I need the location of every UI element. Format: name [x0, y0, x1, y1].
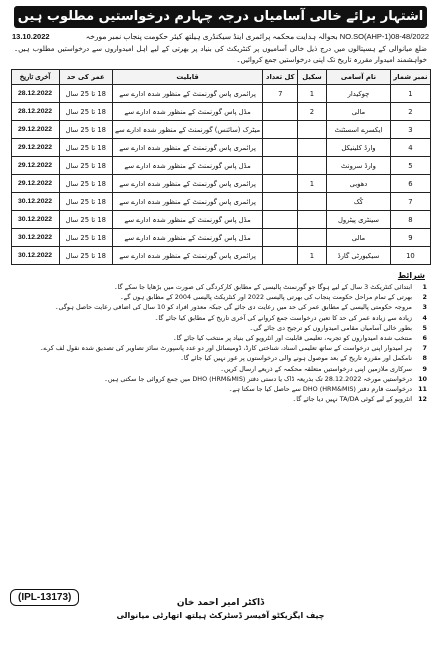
intro-paragraph: ضلع میانوالی کے ہسپتالوں میں درج ذیل خالی آسامیوں پر کنٹریکٹ کی بنیاد پر بھرتی کے لیے اہل امیدواروں سے درخواستیں مطلوب ہیں۔ خواہشمند امیدوار مقررہ تاریخ تک اپنی درخواستیں جمع کروائیں۔	[14, 45, 427, 64]
condition-text: منتخب شدہ امیدواروں کو تجربہ، تعلیمی قابلیت اور انٹرویو کی بنیاد پر منتخب کیا جائے گا۔	[172, 334, 412, 343]
reference-date: 13.10.2022	[12, 32, 50, 41]
cell-last-date: 29.12.2022	[11, 121, 59, 139]
cell-sr: 10	[391, 247, 430, 265]
condition-text: ابتدائی کنٹریکٹ 3 سال کے لیے ہوگا جو گورنمنٹ پالیسی کے مطابق کارکردگی کی صورت میں بڑھایا جا سکے گا۔	[113, 283, 412, 291]
cell-post: سینٹری پیٹرول	[326, 211, 391, 229]
col-header-count: کل تعداد	[263, 70, 298, 85]
table-row	[11, 193, 430, 211]
cell-last-date: 28.12.2022	[11, 85, 59, 103]
cell-age: 18 تا 25 سال	[59, 103, 112, 121]
cell-age: 18 تا 25 سال	[59, 121, 112, 139]
list-item	[14, 302, 427, 312]
conditions-list	[14, 282, 427, 404]
cell-last-date: 30.12.2022	[11, 211, 59, 229]
cell-last-date: 30.12.2022	[11, 247, 59, 265]
cell-qualification: میٹرک (سائنس) گورنمنٹ کے منظور شدہ ادارے سے	[112, 121, 262, 139]
cell-age: 18 تا 25 سال	[59, 85, 112, 103]
condition-number: 1	[422, 283, 427, 291]
cell-qualification: مڈل پاس گورنمنٹ کے منظور شدہ ادارے سے	[112, 211, 262, 229]
list-item	[14, 384, 427, 394]
cell-sr: 6	[391, 175, 430, 193]
cell-qualification: مڈل پاس گورنمنٹ کے منظور شدہ ادارے سے	[112, 103, 262, 121]
cell-qualification: پرائمری پاس گورنمنٹ کے منظور شدہ ادارے سے	[112, 193, 262, 211]
cell-count	[263, 103, 298, 121]
cell-post: دھوبی	[326, 175, 391, 193]
cell-post: مالی	[326, 103, 391, 121]
cell-scale: 1	[298, 175, 326, 193]
condition-text: ہر امیدوار اپنی درخواست کے ساتھ تعلیمی اسناد، شناختی کارڈ، ڈومیسائل اور دو عدد پاسپورٹ سائز تصاویر کی تصدیق شدہ نقول لف کرے۔	[39, 344, 412, 353]
condition-text: نامکمل اور مقررہ تاریخ کے بعد موصول ہونے والی درخواستوں پر غور نہیں کیا جائے گا۔	[180, 354, 412, 363]
cell-count	[263, 139, 298, 157]
cell-count	[263, 229, 298, 247]
cell-scale	[298, 229, 326, 247]
condition-number: 12	[418, 395, 427, 404]
col-header-sr: نمبر شمار	[391, 70, 430, 85]
condition-text: سرکاری ملازمین اپنی درخواستیں متعلقہ محکمہ کے ذریعے ارسال کریں۔	[220, 364, 412, 373]
condition-number: 2	[422, 293, 427, 302]
conditions-title: شرائط	[397, 271, 425, 280]
cell-qualification: پرائمری پاس گورنمنٹ کے منظور شدہ ادارے سے	[112, 247, 262, 265]
cell-count	[263, 247, 298, 265]
cell-scale: 1	[298, 85, 326, 103]
cell-scale	[298, 121, 326, 139]
condition-number: 7	[422, 344, 427, 353]
table-row	[11, 229, 430, 247]
condition-number: 4	[422, 313, 427, 322]
cell-sr: 1	[391, 85, 430, 103]
condition-text: بطور خالی آسامیاں مقامی امیدواروں کو ترجیح دی جائے گی۔	[249, 323, 412, 332]
table-row	[11, 139, 430, 157]
list-item	[14, 292, 427, 302]
cell-post: وارڈ کلینیکل	[326, 139, 391, 157]
condition-number: 5	[422, 323, 427, 332]
cell-age: 18 تا 25 سال	[59, 157, 112, 175]
cell-count: 7	[263, 85, 298, 103]
reference-line	[6, 30, 435, 44]
signatory-designation: چیف ایگزیکٹو آفیسر ڈسٹرکٹ ہیلتھ اتھارٹی میانوالی	[116, 611, 325, 620]
cell-post: چوکیدار	[326, 85, 391, 103]
condition-number: 3	[422, 303, 427, 312]
cell-count	[263, 175, 298, 193]
cell-scale	[298, 211, 326, 229]
table-row	[11, 175, 430, 193]
col-header-last-date: آخری تاریخ	[11, 70, 59, 85]
condition-text: مروجہ حکومتی پالیسی کے مطابق عمر کی حد میں رعایت دی جائے گی جبکہ معذور افراد کو 10 سال کی اضافی رعایت حاصل ہوگی۔	[54, 303, 412, 312]
col-header-qualification: قابلیت	[112, 70, 262, 85]
cell-age: 18 تا 25 سال	[59, 193, 112, 211]
cell-scale: 2	[298, 103, 326, 121]
condition-text: انٹرویو کے لیے کوئی TA/DA نہیں دیا جائے گا۔	[292, 395, 412, 404]
condition-number: 10	[418, 374, 427, 383]
condition-text: درخواست فارم دفتر DHO (HRM&MIS) سے حاصل کیا جا سکتا ہے۔	[228, 385, 412, 394]
cell-count	[263, 211, 298, 229]
condition-number: 9	[422, 364, 427, 373]
cell-post: ایکسرے اسسٹنٹ	[326, 121, 391, 139]
condition-text: بھرتی کے تمام مراحل حکومت پنجاب کی بھرتی پالیسی 2022 اور کنٹریکٹ پالیسی 2004 کے مطابق ہوں گے۔	[119, 293, 412, 302]
signatory-name: ڈاکٹر امیر احمد خان	[176, 598, 265, 608]
cell-sr: 7	[391, 193, 430, 211]
vacancies-table	[11, 69, 431, 265]
table-header-row	[11, 70, 430, 85]
cell-age: 18 تا 25 سال	[59, 247, 112, 265]
list-item	[14, 343, 427, 353]
cell-scale	[298, 139, 326, 157]
cell-last-date: 29.12.2022	[11, 175, 59, 193]
cell-last-date: 29.12.2022	[11, 157, 59, 175]
cell-count	[263, 193, 298, 211]
cell-post: مالی	[326, 229, 391, 247]
cell-sr: 9	[391, 229, 430, 247]
cell-post: وارڈ سرونٹ	[326, 157, 391, 175]
cell-qualification: پرائمری پاس گورنمنٹ کے منظور شدہ ادارے سے	[112, 85, 262, 103]
cell-count	[263, 157, 298, 175]
list-item	[14, 333, 427, 343]
cell-qualification: مڈل پاس گورنمنٹ کے منظور شدہ ادارے سے	[112, 229, 262, 247]
list-item	[14, 364, 427, 374]
list-item	[14, 282, 427, 292]
cell-scale: 1	[298, 247, 326, 265]
cell-age: 18 تا 25 سال	[59, 139, 112, 157]
table-row	[11, 121, 430, 139]
cell-scale	[298, 193, 326, 211]
cell-scale	[298, 157, 326, 175]
cell-last-date: 28.12.2022	[11, 103, 59, 121]
cell-qualification: پرائمری پاس گورنمنٹ کے منظور شدہ ادارے سے	[112, 175, 262, 193]
table-row	[11, 247, 430, 265]
list-item	[14, 323, 427, 333]
signature-block	[0, 598, 441, 620]
cell-post: کُک	[326, 193, 391, 211]
cell-sr: 8	[391, 211, 430, 229]
ipl-code: (IPL-13173)	[10, 589, 79, 606]
table-row	[11, 103, 430, 121]
cell-qualification: پرائمری پاس گورنمنٹ کے منظور شدہ ادارے سے	[112, 139, 262, 157]
cell-last-date: 30.12.2022	[11, 193, 59, 211]
condition-number: 6	[422, 334, 427, 343]
cell-last-date: 30.12.2022	[11, 229, 59, 247]
condition-text: درخواستیں مورخہ 28.12.2022 تک بذریعہ ڈاک یا دستی دفتر DHO (HRM&MIS) میں جمع کروائی جا سکتی ہیں۔	[104, 374, 412, 383]
table-row	[11, 85, 430, 103]
cell-sr: 4	[391, 139, 430, 157]
cell-sr: 3	[391, 121, 430, 139]
cell-sr: 5	[391, 157, 430, 175]
list-item	[14, 353, 427, 363]
page-title: اشتہار برائے خالی آسامیاں درجہ چہارم درخواستیں مطلوب ہیں	[14, 6, 427, 28]
condition-number: 8	[422, 354, 427, 363]
col-header-age: عمر کی حد	[59, 70, 112, 85]
cell-last-date: 29.12.2022	[11, 139, 59, 157]
list-item	[14, 374, 427, 384]
condition-number: 11	[418, 385, 427, 394]
cell-qualification: مڈل پاس گورنمنٹ کے منظور شدہ ادارے سے	[112, 157, 262, 175]
cell-age: 18 تا 25 سال	[59, 211, 112, 229]
table-row	[11, 211, 430, 229]
cell-age: 18 تا 25 سال	[59, 175, 112, 193]
cell-age: 18 تا 25 سال	[59, 229, 112, 247]
col-header-scale: سکیل	[298, 70, 326, 85]
cell-sr: 2	[391, 103, 430, 121]
condition-text: زیادہ سے زیادہ عمر کی حد کا تعین درخواست جمع کروانے کی آخری تاریخ کے مطابق کیا جائے گا۔	[154, 313, 412, 322]
reference-number: NO.SO(AHP-1)08-48/2022 بحوالہ ہدایت محکمہ پرائمری اینڈ سیکنڈری ہیلتھ کیئر حکومت پنجاب نمبر مورخہ	[85, 32, 429, 41]
list-item	[14, 313, 427, 323]
cell-count	[263, 121, 298, 139]
table-row	[11, 157, 430, 175]
col-header-post: نام آسامی	[326, 70, 391, 85]
list-item	[14, 394, 427, 404]
cell-post: سیکیورٹی گارڈ	[326, 247, 391, 265]
